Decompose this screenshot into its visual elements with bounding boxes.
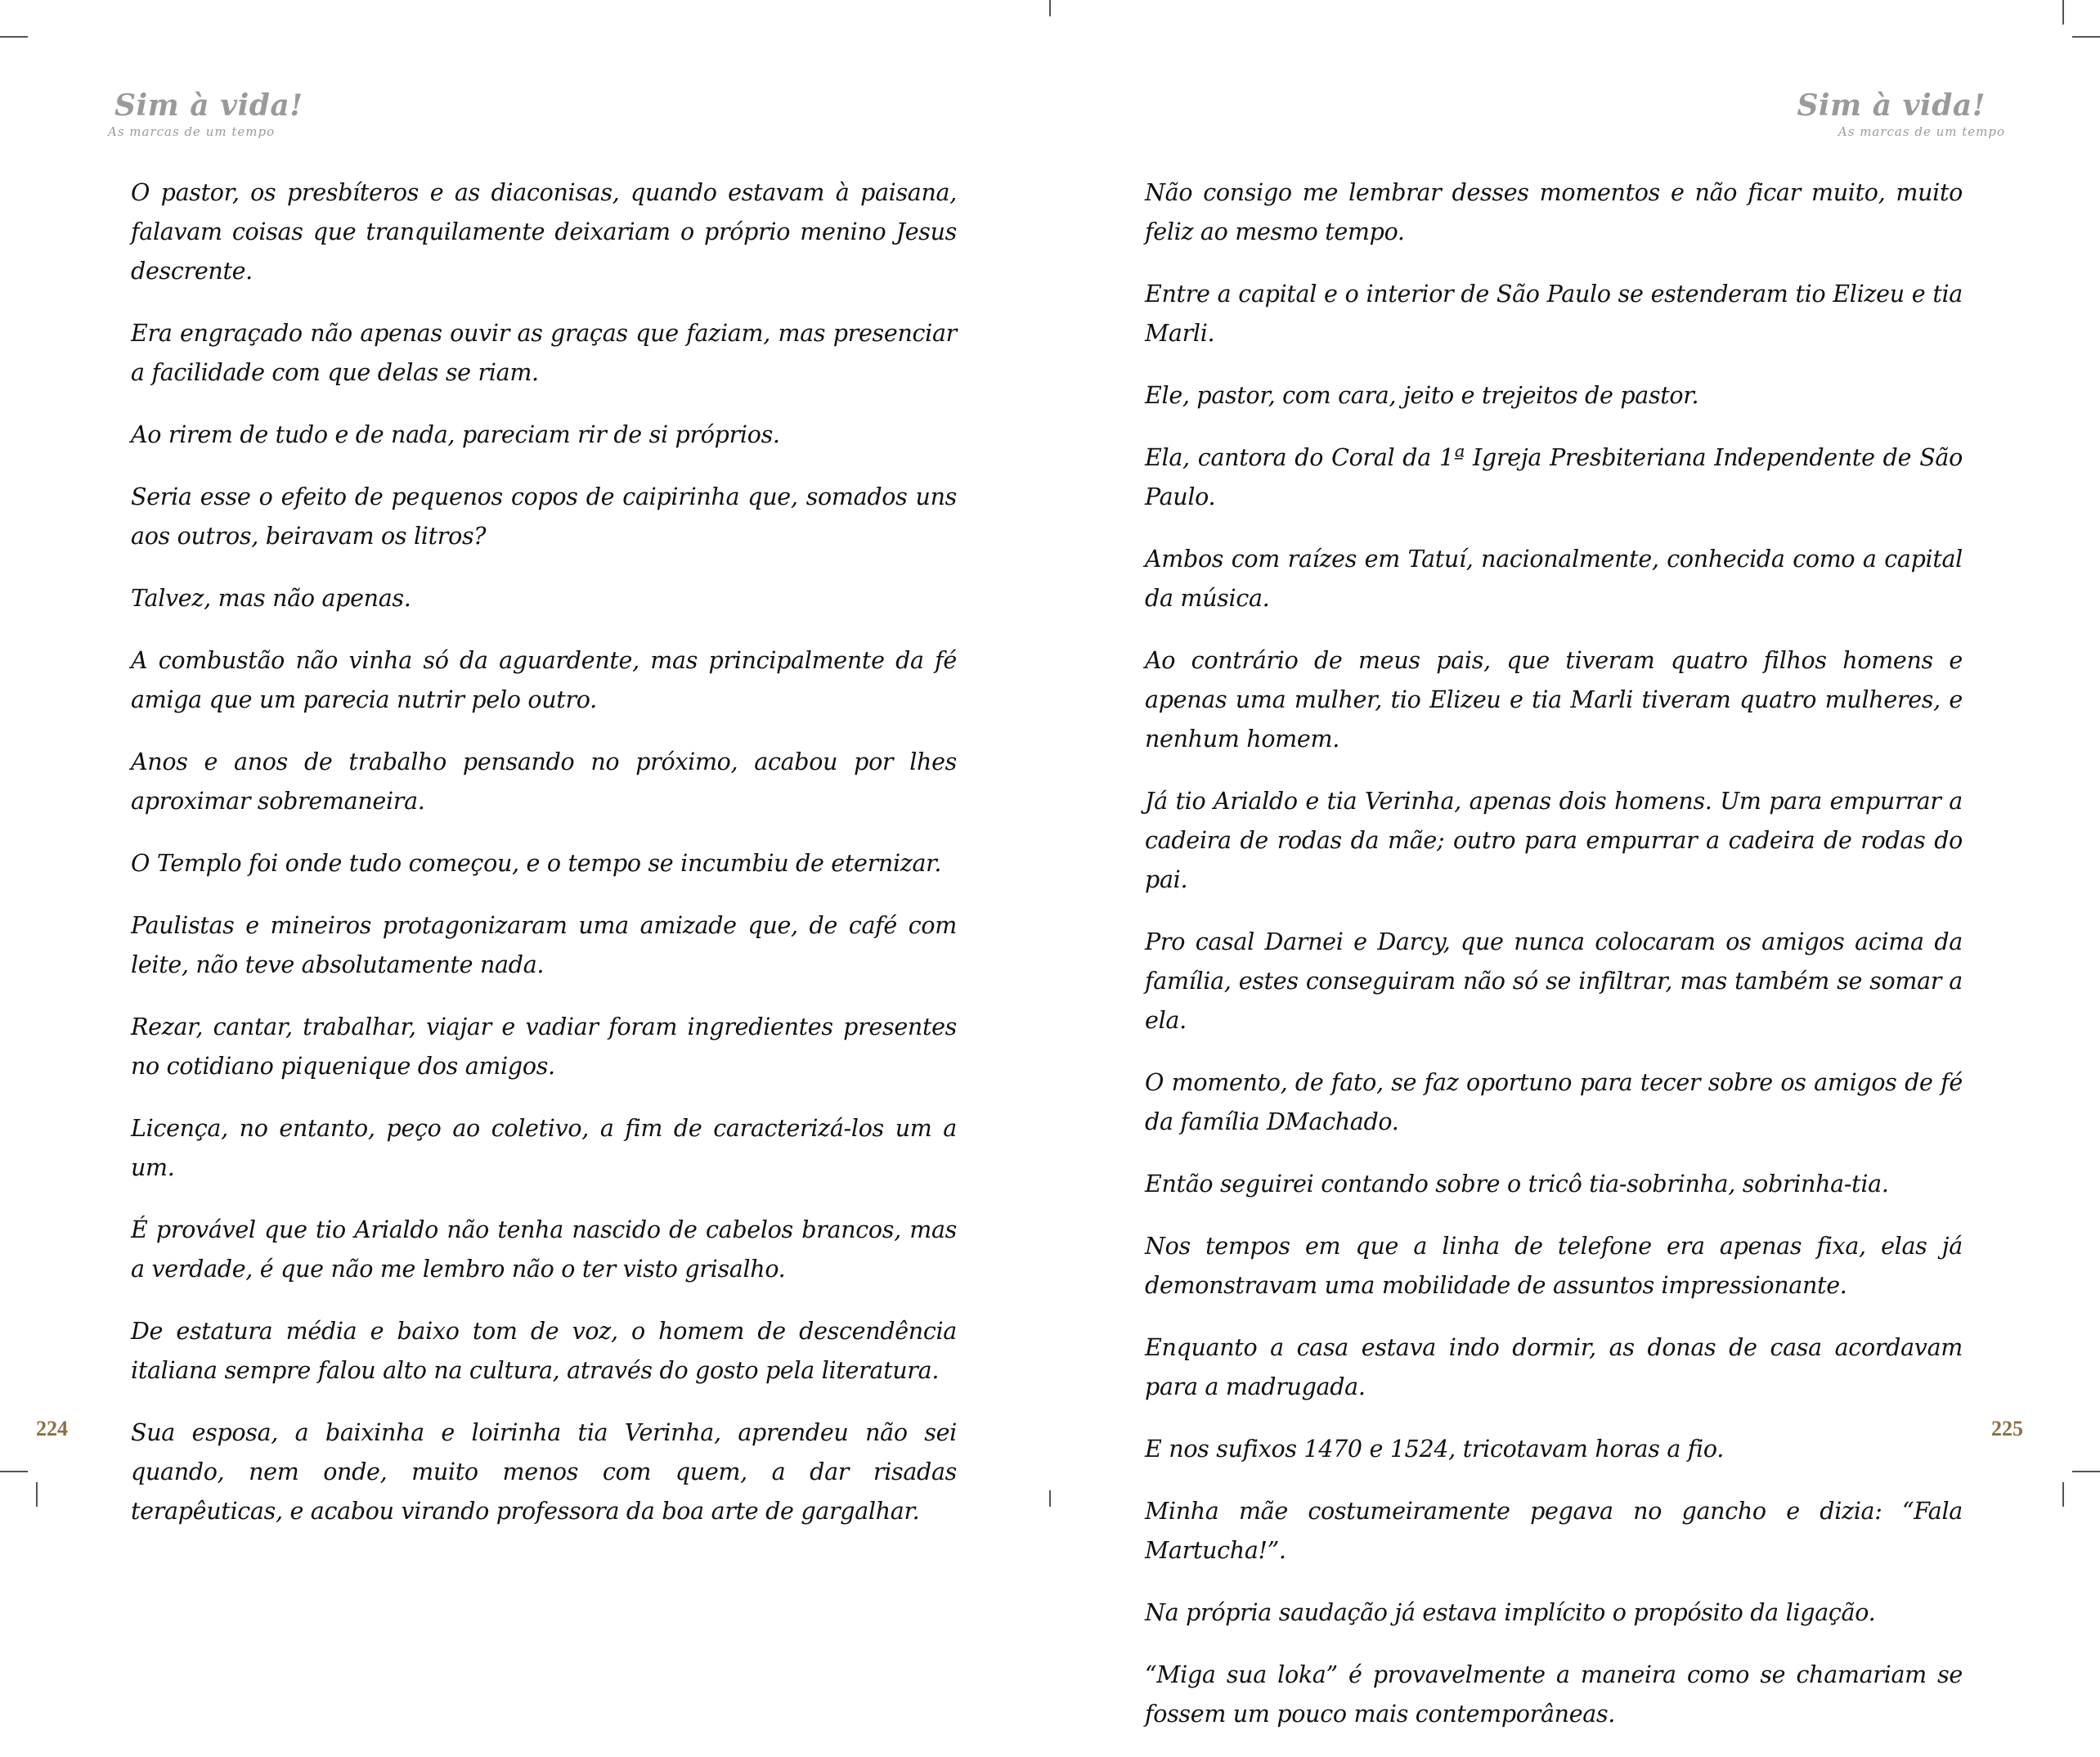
paragraph: Ao rirem de tudo e de nada, pareciam rir de si próprios.: [131, 421, 780, 448]
paragraph: E nos sufixos 1470 e 1524, tricotavam horas a fio.: [1145, 1436, 1724, 1463]
paragraph: Já tio Arialdo e tia Verinha, apenas dois homens. Um para empurrar a cadeira de rodas da mãe; outro para empurrar a cadeira de rodas do pai.: [1145, 788, 1963, 893]
running-header-subtitle: As marcas de um tempo: [108, 124, 276, 139]
paragraph: Ela, cantora do Coral da 1ª Igreja Presbiteriana Independente de São Paulo.: [1145, 444, 1963, 510]
paragraph: O Templo foi onde tudo começou, e o tempo se incumbiu de eternizar.: [131, 850, 942, 877]
paragraph: Nos tempos em que a linha de telefone era apenas fixa, elas já demonstravam uma mobilidade de assuntos impressionante.: [1145, 1233, 1963, 1299]
paragraph: O pastor, os presbíteros e as diaconisas, quando estavam à paisana, falavam coisas que tranquilamente deixariam o próprio menino Jesus descrente.: [131, 179, 957, 285]
paragraph: Paulistas e mineiros protagonizaram uma amizade que, de café com leite, não teve absolutamente nada.: [131, 912, 957, 978]
paragraph: Na própria saudação já estava implícito o propósito da ligação.: [1145, 1599, 1876, 1626]
left-page-body: [131, 173, 957, 1554]
paragraph: Minha mãe costumeiramente pegava no gancho e dizia: “Fala Martucha!”.: [1145, 1498, 1963, 1564]
page-number: 225: [1991, 1417, 2023, 1440]
paragraph: Não consigo me lembrar desses momentos e não ficar muito, muito feliz ao mesmo tempo.: [1145, 179, 1963, 245]
paragraph: O momento, de fato, se faz oportuno para tecer sobre os amigos de fé da família DMachado.: [1145, 1069, 1963, 1135]
running-header-title: Sim à vida!: [114, 88, 303, 123]
paragraph: Seria esse o efeito de pequenos copos de caipirinha que, somados uns aos outros, beiravam os litros?: [131, 483, 957, 550]
paragraph: A combustão não vinha só da aguardente, mas principalmente da fé amiga que um parecia nutrir pelo outro.: [131, 647, 957, 713]
paragraph: Ambos com raízes em Tatuí, nacionalmente, conhecida como a capital da música.: [1145, 546, 1963, 612]
paragraph: Licença, no entanto, peço ao coletivo, a fim de caracterizá-los um a um.: [131, 1115, 957, 1181]
left-page: [0, 0, 1050, 1525]
paragraph: Pro casal Darnei e Darcy, que nunca colocaram os amigos acima da família, estes conseguiram não só se infiltrar, mas também se somar a ela.: [1145, 928, 1963, 1034]
paragraph: Rezar, cantar, trabalhar, viajar e vadiar foram ingredientes presentes no cotidiano piquenique dos amigos.: [131, 1013, 957, 1080]
paragraph: “Miga sua loka” é provavelmente a maneira como se chamariam se fossem um pouco mais contemporâneas.: [1145, 1661, 1963, 1728]
paragraph: É provável que tio Arialdo não tenha nascido de cabelos brancos, mas a verdade, é que não me lembro não o ter visto grisalho.: [131, 1216, 957, 1283]
page-number: 224: [36, 1417, 68, 1440]
paragraph: De estatura média e baixo tom de voz, o homem de descendência italiana sempre falou alto na cultura, através do gosto pela literatura.: [131, 1318, 957, 1384]
right-page-body: [1145, 173, 1963, 1757]
paragraph: Anos e anos de trabalho pensando no próximo, acabou por lhes aproximar sobremaneira.: [131, 748, 957, 815]
paragraph: Entre a capital e o interior de São Paulo se estenderam tio Elizeu e tia Marli.: [1145, 281, 1963, 347]
paragraph: Ele, pastor, com cara, jeito e trejeitos de pastor.: [1145, 382, 1699, 409]
right-page: [1050, 0, 2100, 1728]
paragraph: Ao contrário de meus pais, que tiveram quatro filhos homens e apenas uma mulher, tio Elizeu e tia Marli tiveram quatro mulheres, e nenhum homem.: [1145, 647, 1963, 753]
paragraph: Talvez, mas não apenas.: [131, 585, 411, 612]
running-header-title: Sim à vida!: [1797, 88, 1986, 123]
paragraph: Enquanto a casa estava indo dormir, as donas de casa acordavam para a madrugada.: [1145, 1334, 1963, 1400]
paragraph: Então seguirei contando sobre o tricô tia-sobrinha, sobrinha-tia.: [1145, 1171, 1889, 1198]
running-header-subtitle: As marcas de um tempo: [1838, 124, 2005, 139]
paragraph: Sua esposa, a baixinha e loirinha tia Verinha, aprendeu não sei quando, nem onde, muito menos com quem, a dar risadas terapêuticas, e acabou virando professora da boa arte de gargalhar.: [131, 1419, 957, 1525]
paragraph: Era engraçado não apenas ouvir as graças que faziam, mas presenciar a facilidade com que delas se riam.: [131, 320, 957, 386]
